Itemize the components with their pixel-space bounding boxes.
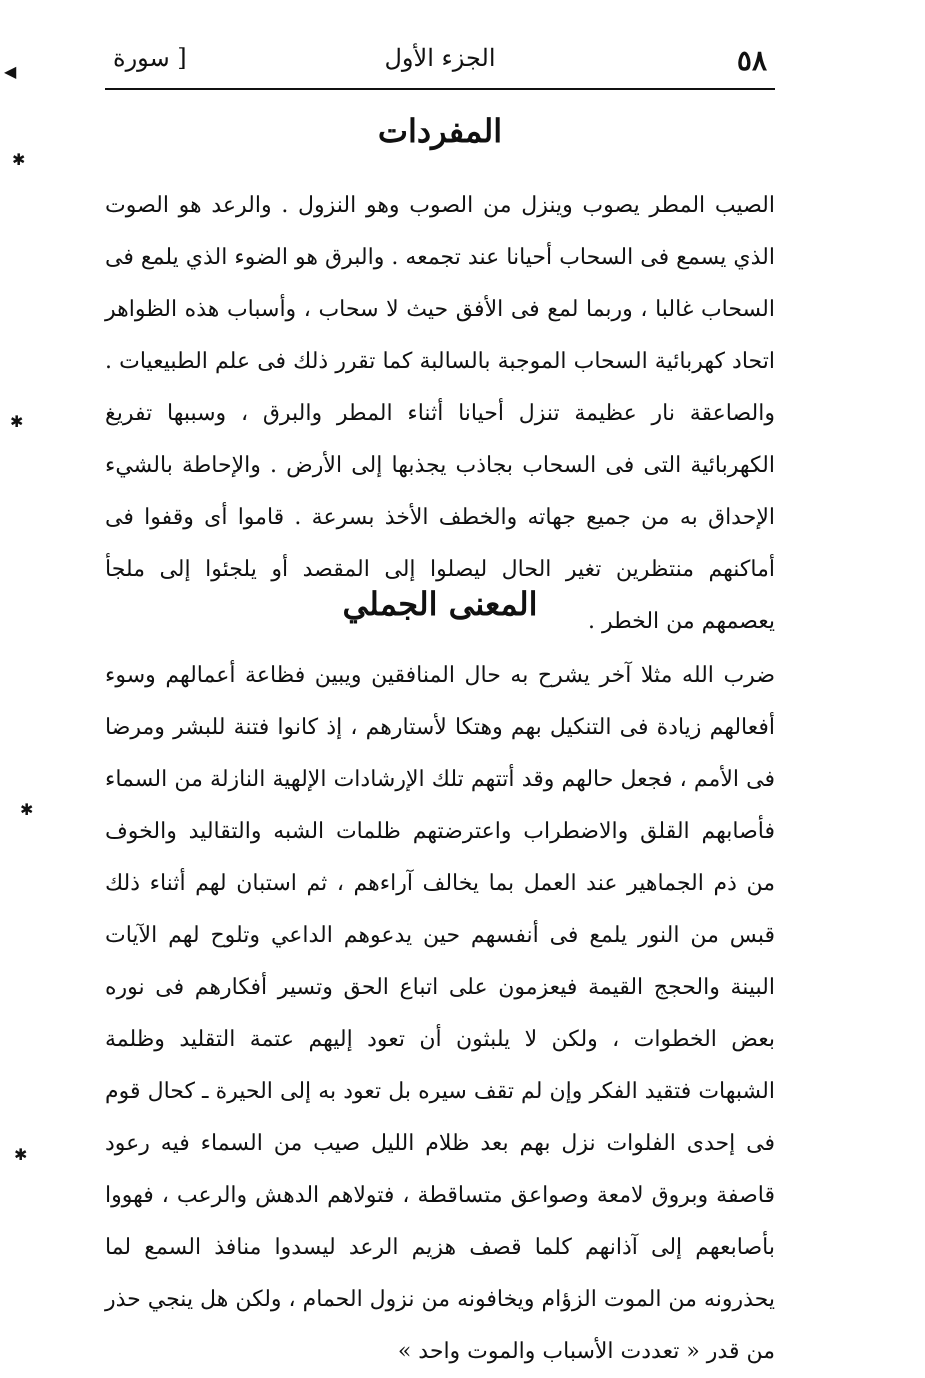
- scan-speck: ◀: [4, 62, 17, 81]
- part-title: الجزء الأول: [384, 44, 496, 72]
- page-header: [105, 38, 775, 90]
- scan-speck: ✱: [10, 412, 24, 431]
- section-heading-general-meaning: المعنى الجملي: [342, 585, 538, 623]
- surah-label: [ سورة: [113, 44, 187, 72]
- vocabulary-paragraph: الصيب المطر يصوب وينزل من الصوب وهو النزول . والرعد هو الصوت الذي يسمع فى السحاب أحيانا عند تجمعه . والبرق هو الضوء الذي يلمع فى السحاب غالبا ، وربما لمع فى الأفق حيث لا سحاب ، وأسباب هذه الظواهر اتحاد كهربائية السحاب الموجبة بالسالبة كما تقرر ذلك فى علم الطبيعيات . والصاعقة نار عظيمة تنزل أحيانا أثناء المطر والبرق ، وسببها تفريغ الكهربائية التى فى السحاب بجاذب يجذبها إلى الأرض . والإحاطة بالشيء الإحداق به من جميع جهاته والخطف الأخذ بسرعة . قاموا أى وقفوا فى أماكنهم منتظرين تغير الحال ليصلوا إلى المقصد أو يلجئوا إلى ملجأ يعصمهم من الخطر .: [105, 193, 775, 634]
- scan-speck: ✱: [12, 150, 26, 169]
- page-number: ٥٨: [736, 44, 767, 77]
- scan-speck: ✱: [20, 800, 34, 819]
- general-meaning-paragraph: ضرب الله مثلا آخر يشرح به حال المنافقين ويبين فظاعة أعمالهم وسوء أفعالهم زيادة فى التنكيل بهم وهتكا لأستارهم ، إذ كانوا فتنة للبشر ومرضا فى الأمم ، فجعل حالهم وقد أتتهم تلك الإرشادات الإلهية النازلة من السماء فأصابهم القلق والاضطراب واعترضتهم ظلمات الشبه والتقاليد والخوف من ذم الجماهير عند العمل بما يخالف آراءهم ، ثم استبان لهم أثناء ذلك قبس من النور يلمع فى أنفسهم حين يدعوهم الداعي وتلوح لهم الآيات البينة والحجج القيمة فيعزمون على اتباع الحق وتسير أفكارهم فى نوره بعض الخطوات ، ولكن لا يلبثون أن تعود إليهم عتمة التقليد وظلمة الشبهات فتقيد الفكر وإن لم تقف سيره بل تعود به إلى الحيرة ـ كحال قوم فى إحدى الفلوات نزل بهم بعد ظلام الليل صيب من السماء فيه رعود قاصفة وبروق لامعة وصواعق متساقطة ، فتولاهم الدهش والرعب ، فهووا بأصابعهم إلى آذانهم كلما قصف هزيم الرعد ليسدوا منافذ السمع لما يحذرونه من الموت الزؤام ويخافونه من نزول الحمام ، ولكن هل ينجي حذر من قدر « تعددت الأسباب والموت واحد »: [105, 663, 775, 1364]
- header-rule: [105, 88, 775, 90]
- scan-speck: ✱: [14, 1145, 28, 1164]
- section-heading-vocabulary: المفردات: [377, 112, 503, 150]
